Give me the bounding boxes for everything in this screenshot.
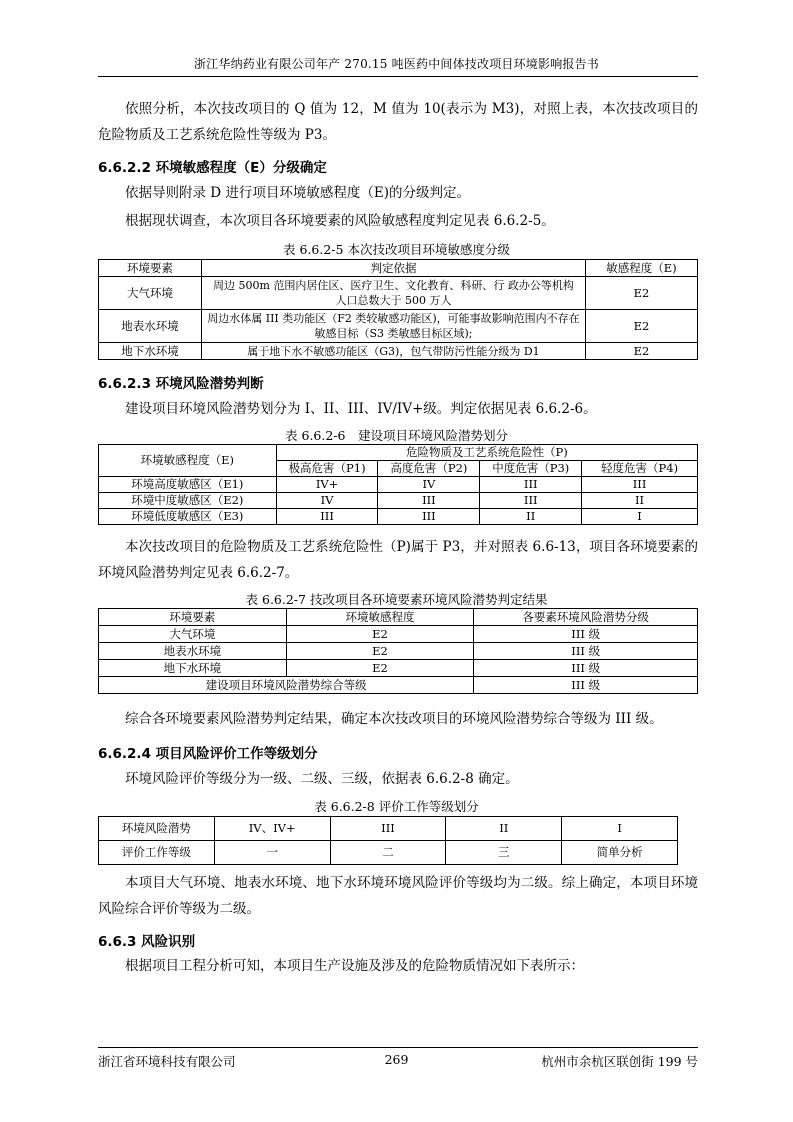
table-cell: III 级 bbox=[474, 626, 698, 643]
table-header-cell: 高度危害（P2) bbox=[378, 461, 480, 477]
basis-line: 周边水体属 III 类功能区（F2 类较敏感功能区)，可能事故影响范围内不存在 bbox=[207, 312, 580, 325]
table-cell: E2 bbox=[286, 626, 474, 643]
header-rule bbox=[98, 76, 698, 77]
section-heading-6622: 6.6.2.2 环境敏感程度（E）分级确定 bbox=[98, 160, 327, 176]
table-header-cell: 判定依据 bbox=[201, 260, 585, 277]
table-cell: 地下水环境 bbox=[99, 660, 287, 677]
table-row bbox=[99, 841, 678, 865]
table-row bbox=[99, 660, 698, 677]
footer-company: 浙江省环境科技有限公司 bbox=[98, 1054, 236, 1069]
table-header-cell: 敏感程度（E) bbox=[585, 260, 697, 277]
table-6628 bbox=[98, 816, 678, 865]
table-caption-6626: 表 6.6.2-6 建设项目环境风险潜势划分 bbox=[285, 428, 508, 443]
table-cell: E2 bbox=[585, 310, 697, 343]
paragraph-q-value: 依照分析，本次技改项目的 Q 值为 12，M 值为 10(表示为 M3)，对照上表，本次技改项目的危险物质及工艺系统危险性等级为 P3。 bbox=[98, 101, 698, 143]
table-row bbox=[99, 817, 678, 841]
footer-rule bbox=[98, 1047, 698, 1048]
table-cell: III bbox=[480, 477, 582, 493]
table-cell: 环境风险潜势 bbox=[99, 817, 215, 841]
table-cell: III 级 bbox=[474, 660, 698, 677]
table-caption-6627: 表 6.6.2-7 技改项目各环境要素环境风险潜势判定结果 bbox=[245, 592, 548, 607]
table-row bbox=[99, 626, 698, 643]
table-row bbox=[99, 477, 698, 493]
paragraph-survey: 根据现状调查，本次项目各环境要素的风险敏感程度判定见表 6.6.2-5。 bbox=[125, 213, 555, 229]
table-cell: III 级 bbox=[474, 677, 698, 694]
table-row bbox=[99, 277, 698, 310]
table-cell: II bbox=[480, 509, 582, 525]
table-cell: IV bbox=[276, 493, 378, 509]
paragraph-second-level: 本项目大气环境、地表水环境、地下水环境环境风险评价等级均为二级。综上确定，本项目环境风险综合评价等级为二级。 bbox=[98, 875, 698, 917]
table-cell: E2 bbox=[286, 643, 474, 660]
section-heading-6624: 6.6.2.4 项目风险评价工作等级划分 bbox=[98, 746, 318, 762]
table-cell: 三 bbox=[446, 841, 562, 865]
table-cell: 地表水环境 bbox=[99, 643, 287, 660]
table-header-cell: 危险物质及工艺系统危险性（P) bbox=[276, 445, 697, 461]
table-cell: E2 bbox=[585, 343, 697, 360]
table-row bbox=[99, 509, 698, 525]
table-header-cell: 环境要素 bbox=[99, 609, 287, 626]
table-cell: 地表水环境 bbox=[99, 310, 202, 343]
paragraph-comprehensive: 综合各环境要素风险潜势判定结果，确定本次技改项目的环境风险潜势综合等级为 III 级。 bbox=[125, 711, 663, 727]
table-row bbox=[99, 643, 698, 660]
table-cell: III bbox=[378, 509, 480, 525]
table-header-cell: 环境敏感程度 bbox=[286, 609, 474, 626]
table-cell: 简单分析 bbox=[562, 841, 678, 865]
table-cell: 二 bbox=[330, 841, 446, 865]
table-cell: 环境低度敏感区（E3) bbox=[99, 509, 277, 525]
paragraph-appendix-d: 依据导则附录 D 进行项目环境敏感程度（E)的分级判定。 bbox=[125, 185, 471, 201]
table-cell: II bbox=[446, 817, 562, 841]
table-cell: IV、IV+ bbox=[214, 817, 330, 841]
basis-line: 敏感目标（S3 类敏感目标区域); bbox=[314, 327, 473, 340]
table-cell: III bbox=[480, 493, 582, 509]
table-caption-6625: 表 6.6.2-5 本次技改项目环境敏感度分级 bbox=[283, 242, 510, 257]
table-cell: III bbox=[276, 509, 378, 525]
table-6625 bbox=[98, 259, 698, 360]
table-cell: II bbox=[582, 493, 698, 509]
table-cell: III bbox=[582, 477, 698, 493]
table-cell: 环境中度敏感区（E2) bbox=[99, 493, 277, 509]
table-caption-6628: 表 6.6.2-8 评价工作等级划分 bbox=[314, 799, 479, 814]
table-cell: III bbox=[330, 817, 446, 841]
table-cell: 建设项目环境风险潜势综合等级 bbox=[99, 677, 474, 694]
table-cell bbox=[201, 277, 585, 310]
table-row bbox=[99, 343, 698, 360]
paragraph-p3-judgement: 本次技改项目的危险物质及工艺系统危险性（P)属于 P3，并对照表 6.6-13，项目各环境要素的环境风险潜势判定见表 6.6.2-7。 bbox=[98, 539, 698, 581]
footer-address: 杭州市余杭区联创街 199 号 bbox=[541, 1054, 698, 1069]
page-header-title: 浙江华纳药业有限公司年产 270.15 吨医药中间体技改项目环境影响报告书 bbox=[193, 57, 600, 71]
table-header-cell: 环境敏感程度（E) bbox=[99, 445, 277, 477]
table-cell: 地下水环境 bbox=[99, 343, 202, 360]
table-header-cell: 轻度危害（P4) bbox=[582, 461, 698, 477]
table-cell: 属于地下水不敏感功能区（G3)，包气带防污性能分级为 D1 bbox=[201, 343, 585, 360]
basis-line: 周边 500m 范围内居住区、医疗卫生、文化教育、科研、行 政办公等机构 bbox=[213, 279, 574, 292]
table-row bbox=[99, 677, 698, 694]
table-cell: 环境高度敏感区（E1) bbox=[99, 477, 277, 493]
table-cell: E2 bbox=[286, 660, 474, 677]
table-6627 bbox=[98, 608, 698, 694]
table-header-cell: 中度危害（P3) bbox=[480, 461, 582, 477]
paragraph-eval-levels: 环境风险评价等级分为一级、二级、三级，依据表 6.6.2-8 确定。 bbox=[125, 771, 519, 787]
table-cell: 大气环境 bbox=[99, 277, 202, 310]
table-cell: IV bbox=[378, 477, 480, 493]
table-cell: I bbox=[562, 817, 678, 841]
table-header-cell: 极高危害（P1) bbox=[276, 461, 378, 477]
table-cell: I bbox=[582, 509, 698, 525]
table-row bbox=[99, 493, 698, 509]
table-row bbox=[99, 310, 698, 343]
paragraph-risk-levels: 建设项目环境风险潜势划分为 I、II、III、IV/IV+级。判定依据见表 6.6.2-6。 bbox=[125, 401, 597, 417]
table-cell: III bbox=[378, 493, 480, 509]
table-cell bbox=[201, 310, 585, 343]
table-cell: 评价工作等级 bbox=[99, 841, 215, 865]
table-header-cell: 各要素环境风险潜势分级 bbox=[474, 609, 698, 626]
table-cell: IV+ bbox=[276, 477, 378, 493]
basis-line: 人口总数大于 500 万人 bbox=[335, 294, 452, 307]
table-6626 bbox=[98, 444, 698, 525]
paragraph-risk-identification: 根据项目工程分析可知，本项目生产设施及涉及的危险物质情况如下表所示： bbox=[125, 958, 584, 974]
section-heading-663: 6.6.3 风险识别 bbox=[98, 934, 196, 950]
table-cell: E2 bbox=[585, 277, 697, 310]
table-cell: 一 bbox=[214, 841, 330, 865]
table-cell: 大气环境 bbox=[99, 626, 287, 643]
table-cell: III 级 bbox=[474, 643, 698, 660]
table-header-cell: 环境要素 bbox=[99, 260, 202, 277]
section-heading-6623: 6.6.2.3 环境风险潜势判断 bbox=[98, 376, 264, 392]
footer-page-number: 269 bbox=[384, 1052, 409, 1067]
